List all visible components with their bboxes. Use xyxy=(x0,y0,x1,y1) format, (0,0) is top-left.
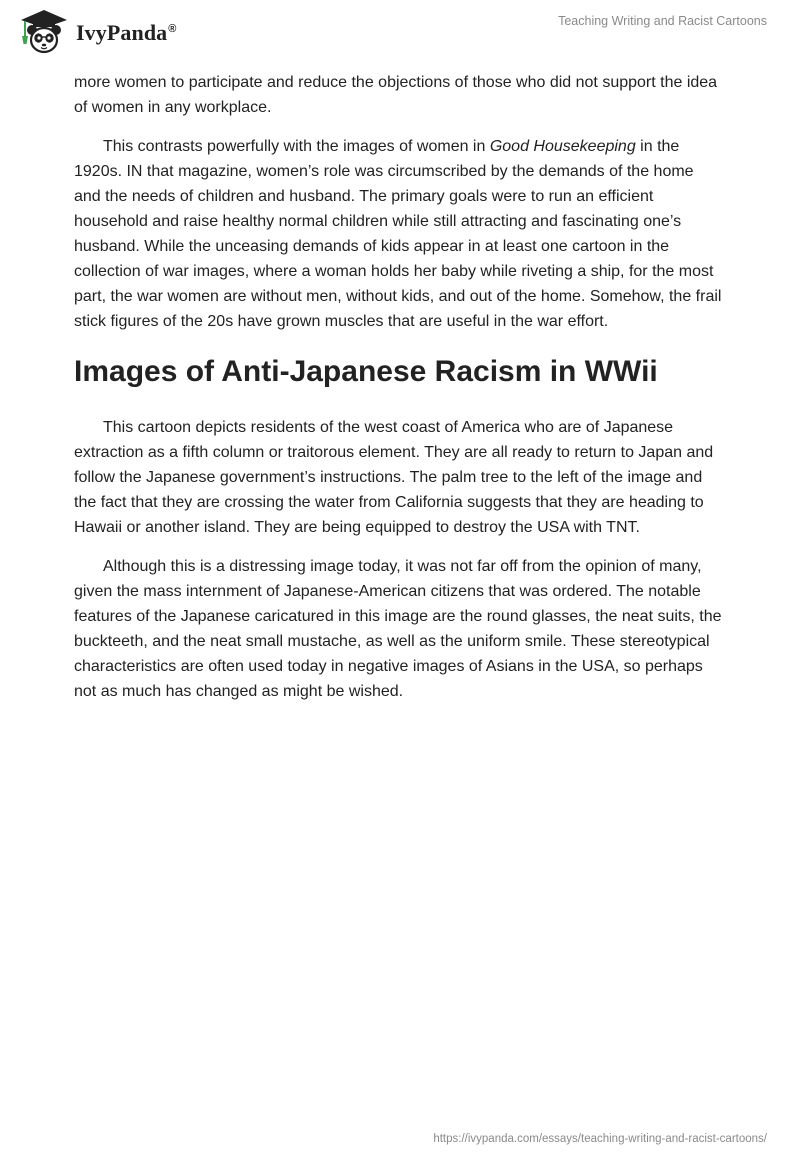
paragraph-continuation: more women to participate and reduce the objections of those who did not support the idea of women in any workplace. xyxy=(74,74,718,116)
logo-wordmark: IvyPanda® xyxy=(76,20,177,45)
essay-content xyxy=(74,70,724,718)
paragraph-text-before: This contrasts powerfully with the images of women in xyxy=(103,138,490,155)
source-url[interactable]: https://ivypanda.com/essays/teaching-writing-and-racist-cartoons/ xyxy=(433,1133,767,1145)
paragraph-good-housekeeping xyxy=(74,134,724,334)
section-heading: Images of Anti-Japanese Racism in WWii xyxy=(74,355,658,388)
paragraph-text-after: in the 1920s. IN that magazine, women’s role was circumscribed by the demands of the home and the needs of children and husband. The primary goals were to run an efficient household and raise healthy normal children while still attracting and fascinating one’s husband. While the unceasing demands of kids appear in at least one cartoon in the collection of war images, where a woman holds her baby while riveting a ship, for the most part, the war women are without men, without kids, and out of the home. Somehow, the frail stick figures of the 20s have grown muscles that are useful in the war effort. xyxy=(74,138,722,330)
panda-graduate-icon xyxy=(14,8,74,56)
ivypanda-logo[interactable] xyxy=(14,8,177,56)
paragraph-stereotypes: Although this is a distressing image today, it was not far off from the opinion of many, given the mass internment of Japanese-American citizens that was ordered. The notable features of the Japanese caricatured in this image are the round glasses, the neat suits, the buckteeth, and the neat small mustache, as well as the uniform smile. These stereotypical characteristics are often used today in negative images of Asians in the USA, so perhaps not as much has changed as might be wished. xyxy=(74,558,722,700)
magazine-title: Good Housekeeping xyxy=(489,138,636,155)
paragraph-cartoon-description: This cartoon depicts residents of the west coast of America who are of Japanese extraction as a fifth column or traitorous element. They are all ready to return to Japan and follow the Japanese government’s instructions. The palm tree to the left of the image and the fact that they are crossing the water from California suggests that they are heading to Hawaii or another island. They are being equipped to destroy the USA with TNT. xyxy=(74,419,714,536)
registered-mark: ® xyxy=(168,22,177,35)
page-header xyxy=(0,0,800,62)
document-title: Teaching Writing and Racist Cartoons xyxy=(558,14,767,28)
